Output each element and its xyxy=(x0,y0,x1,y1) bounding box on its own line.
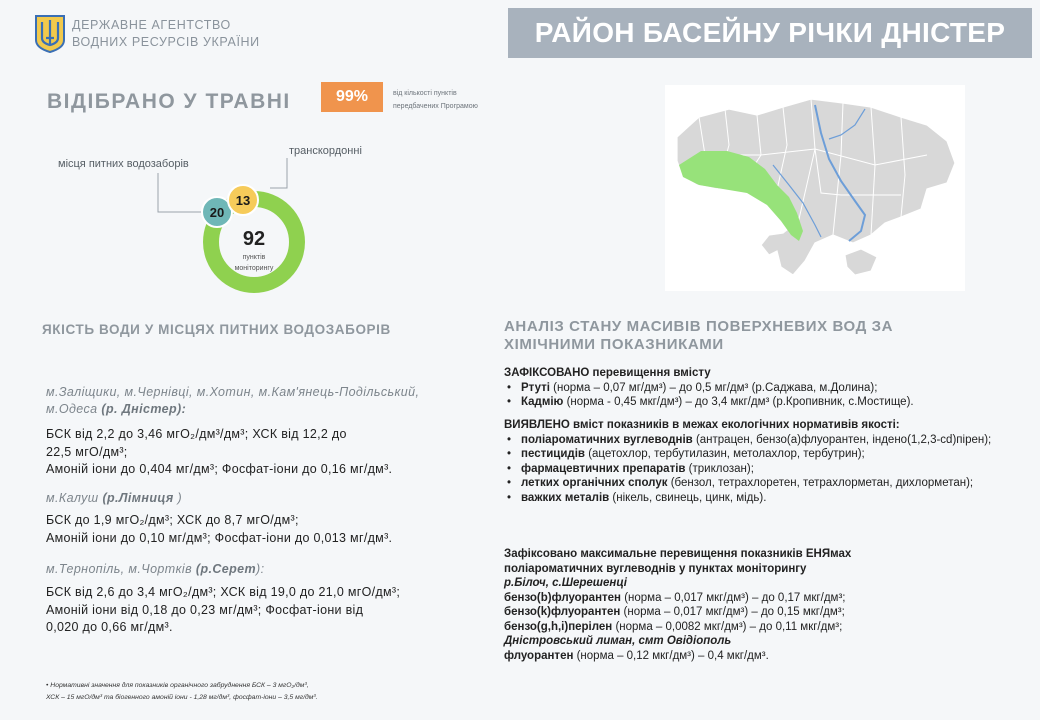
drinking-count: 20 xyxy=(209,205,225,220)
group1-locations xyxy=(46,384,419,418)
group3-city: м.Тернопіль, м.Чортків xyxy=(46,562,196,576)
detected-item: • фармацевтичних препаратів (триклозан); xyxy=(504,462,1034,477)
detected-item: • летких органічних сполук (бензол, тетрахлоретен, тетрахлорметан, дихлорметан); xyxy=(504,476,1034,491)
group3-line3: 0,020 до 0,66 мг/дм³. xyxy=(46,620,173,634)
group3-river: (р.Серет xyxy=(195,562,257,576)
percent-note-line2: передбачених Програмою xyxy=(393,103,478,110)
crimea xyxy=(845,249,877,275)
ukraine-map-svg xyxy=(665,85,965,291)
footnote-line1: Нормативні значення для показників органічного забруднення БСК – 3 мгО₂/дм³, xyxy=(50,682,309,689)
drinking-intake-label: місця питних водозаборів xyxy=(58,158,189,170)
max-location1: р.Білоч, с.Шерешенці xyxy=(504,577,627,589)
transboundary-count: 13 xyxy=(235,193,251,208)
drinking-water-quality-heading: ЯКІСТЬ ВОДИ У МІСЦЯХ ПИТНИХ ВОДОЗАБОРІВ xyxy=(42,322,391,337)
group2-river: (р.Лімниця xyxy=(102,491,174,505)
detected-block xyxy=(504,418,1034,505)
group3-line2: Амоній іони від 0,18 до 0,23 мг/дм³; Фосфат-іони від xyxy=(46,602,364,617)
max-location2: Дністровський лиман, смт Овідіополь xyxy=(504,635,732,647)
group2-values xyxy=(46,512,392,547)
group1-line2: 22,5 мгО/дм³; xyxy=(46,444,128,459)
max-exceedance-line2: поліароматичних вуглеводнів у пунктах моніторингу xyxy=(504,562,807,575)
max-item: бензо(g,h,i)перілен (норма – 0,0082 мкг/дм³) – до 0,11 мкг/дм³; xyxy=(504,620,843,633)
group2-close: ) xyxy=(173,491,183,505)
percent-badge: 99% xyxy=(321,82,383,112)
group2-line1: БСК до 1,9 мгО₂/дм³; ХСК до 8,7 мгО/дм³; xyxy=(46,513,299,527)
selection-title: ВІДІБРАНО У ТРАВНІ xyxy=(47,90,291,113)
percent-note-line1: від кількості пунктів xyxy=(393,90,457,97)
agency-name-line2: ВОДНИХ РЕСУРСІВ УКРАЇНИ xyxy=(72,35,260,49)
max-exceedance-line1: Зафіксовано максимальне перевищення показників ЕНЯмах xyxy=(504,548,852,560)
max-item: бензо(k)флуорантен (норма – 0,017 мкг/дм³) – до 0,15 мкг/дм³; xyxy=(504,606,845,618)
group2-line2: Амоній іони до 0,10 мг/дм³; Фосфат-іони до 0,013 мг/дм³. xyxy=(46,530,393,545)
drinking-leader-line xyxy=(158,173,203,212)
group3-locations xyxy=(46,561,264,578)
group2-locations xyxy=(46,490,182,507)
footnote-line2: ХСК – 15 мгО/дм³ та біогенного амоній іони - 1,28 мг/дм³, фосфат-іони – 3,5 мг/дм³. xyxy=(46,694,318,701)
group3-values xyxy=(46,584,400,637)
group3-close: ): xyxy=(256,562,265,576)
group3-line1: БСК від 2,6 до 3,4 мгО₂/дм³; ХСК від 19,0 до 21,0 мгО/дм³; xyxy=(46,585,401,599)
trident-emblem-icon xyxy=(34,14,66,54)
detected-item: • пестицидів (ацетохлор, тербутилазин, метолахлор, тербутрин); xyxy=(504,447,1034,462)
exceedance-item: • Кадмію (норма - 0,45 мкг/дм³) – до 3,4 мкг/дм³ (р.Кропивник, с.Мостище). xyxy=(504,395,1034,410)
chemical-analysis-heading-line2: ХІМІЧНИМИ ПОКАЗНИКАМИ xyxy=(504,336,724,353)
agency-name-line1: ДЕРЖАВНЕ АГЕНТСТВО xyxy=(72,18,231,32)
transboundary-leader-line xyxy=(270,158,287,188)
total-count: 92 xyxy=(242,228,266,250)
group1-locations-line2: м.Одеса xyxy=(46,402,102,416)
detected-item: • поліароматичних вуглеводнів (антрацен, бензо(а)флуорантен, індено(1,2,3-cd)пірен); xyxy=(504,433,1034,448)
group1-river: (р. Дністер): xyxy=(101,402,187,416)
group2-city: м.Калуш xyxy=(46,491,103,505)
max-exceedance-block xyxy=(504,547,1034,663)
ukraine-map xyxy=(665,85,965,291)
group1-line1: БСК від 2,2 до 3,46 мгО₂/дм³/дм³; ХСК від 12,2 до xyxy=(46,427,347,441)
max-item: флуорантен (норма – 0,12 мкг/дм³) – 0,4 мкг/дм³. xyxy=(504,649,769,662)
exceedance-block xyxy=(504,366,1034,410)
transboundary-label: транскордонні xyxy=(289,145,362,157)
footnote: • Нормативні значення для показників органічного забруднення БСК – 3 мгО₂/дм³, ХСК – 15 мгО/дм³ та біогенного амоній іони - 1,28 мг/дм³, фосфат-іони – 3,5 мг/дм³. xyxy=(46,680,426,704)
exceedance-title: ЗАФІКСОВАНО перевищення вмісту xyxy=(504,367,711,379)
group1-locations-line1: м.Заліщики, м.Чернівці, м.Хотин, м.Кам'янець-Подільський, xyxy=(46,385,420,399)
total-caption-line1: пунктів xyxy=(242,254,266,261)
group1-line3: Амоній іони до 0,404 мг/дм³; Фосфат-іони до 0,16 мг/дм³. xyxy=(46,462,393,476)
page-title: РАЙОН БАСЕЙНУ РІЧКИ ДНІСТЕР xyxy=(508,8,1032,58)
percent-note xyxy=(393,87,513,113)
detected-title: ВИЯВЛЕНО вміст показників в межах екологічних нормативів якості: xyxy=(504,419,900,431)
exceedance-item: • Ртуті (норма – 0,07 мг/дм³) – до 0,5 мг/дм³ (р.Саджава, м.Долина); xyxy=(504,381,1034,396)
chemical-analysis-heading xyxy=(504,318,1004,354)
total-caption-line2: моніторингу xyxy=(234,265,274,272)
group1-values xyxy=(46,426,392,479)
monitoring-donut xyxy=(150,140,320,310)
chemical-analysis-heading-line1: АНАЛІЗ СТАНУ МАСИВІВ ПОВЕРХНЕВИХ ВОД ЗА xyxy=(504,318,894,335)
max-item: бензо(b)флуорантен (норма – 0,017 мкг/дм³) – до 0,17 мкг/дм³; xyxy=(504,591,846,604)
detected-item: • важких металів (нікель, свинець, цинк, мідь). xyxy=(504,491,1034,506)
agency-logo-block xyxy=(34,14,260,54)
